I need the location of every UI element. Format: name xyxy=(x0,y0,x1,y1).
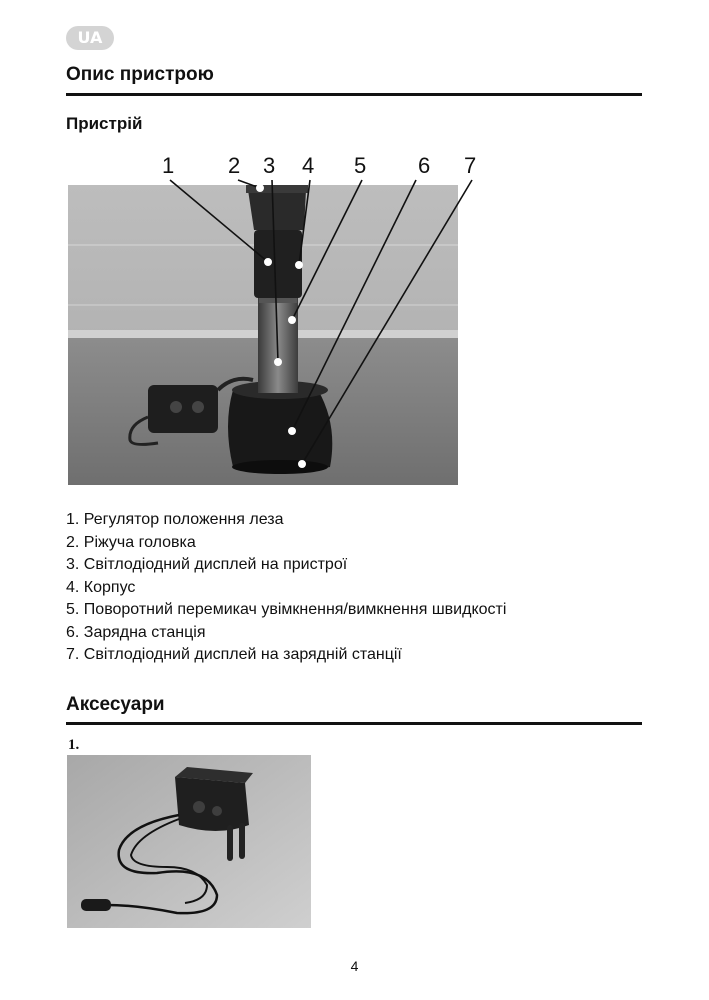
callout-7: 7 xyxy=(464,153,477,178)
leader-line-1 xyxy=(170,180,268,262)
callout-5: 5 xyxy=(354,153,367,178)
leader-dot-3 xyxy=(275,359,282,366)
leader-dot-7 xyxy=(299,461,306,468)
callout-3: 3 xyxy=(263,153,276,178)
parts-list xyxy=(66,509,506,667)
language-badge: UA xyxy=(66,26,114,50)
leader-dot-4 xyxy=(296,262,303,269)
leader-dot-1 xyxy=(265,259,272,266)
leader-line-5 xyxy=(292,180,362,320)
leader-dot-5 xyxy=(289,317,296,324)
device-heading: Пристрій xyxy=(66,114,143,133)
list-item: 1. Регулятор положення леза xyxy=(66,511,284,528)
section-title: Опис пристрою xyxy=(66,64,214,85)
leader-dot-6 xyxy=(289,428,296,435)
leader-line-3 xyxy=(272,180,278,362)
adapter-photo xyxy=(67,755,311,928)
list-item: 6. Зарядна станція xyxy=(66,623,206,641)
leader-line-4 xyxy=(299,180,310,265)
section-divider xyxy=(66,93,642,96)
callout-2: 2 xyxy=(228,153,241,178)
list-item: 2. Ріжуча головка xyxy=(66,533,196,551)
leader-line-7 xyxy=(302,180,472,464)
callout-1: 1 xyxy=(162,153,175,178)
accessories-title: Аксесуари xyxy=(66,694,165,715)
callout-layer xyxy=(66,148,642,488)
list-item: 3. Світлодіодний дисплей на пристрої xyxy=(66,556,348,573)
leader-dot-2 xyxy=(257,185,264,192)
list-item: 4. Корпус xyxy=(66,578,136,596)
accessories-divider xyxy=(66,722,642,725)
callout-6: 6 xyxy=(418,153,431,178)
accessory-number: 1. xyxy=(68,737,80,753)
list-item: 5. Поворотний перемикач увімкнення/вимкнення швидкості xyxy=(66,601,507,618)
callout-4: 4 xyxy=(302,153,315,178)
list-item: 7. Світлодіодний дисплей на зарядній станції xyxy=(66,646,402,663)
page-number: 4 xyxy=(350,958,359,974)
